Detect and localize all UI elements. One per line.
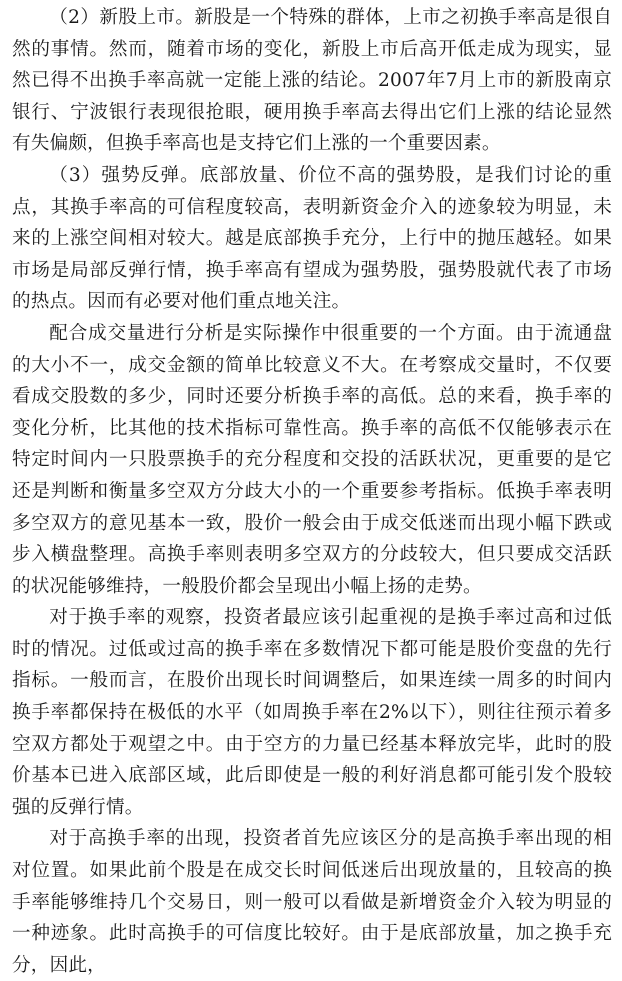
paragraph-high-turnover: 对于高换手率的出现，投资者首先应该区分的是高换手率出现的相对位置。如果此前个股是在成交长时间低迷后出现放量的，且较高的换手率能够维持几个交易日，则一般可以看做是新增资金介入较为明显的一种迹象。此时高换手的可信度比较好。由于是底部放量，加之换手充分，因此，	[12, 828, 612, 976]
paragraph-new-stock-listing: （2）新股上市。新股是一个特殊的群体，上市之初换手率高是很自然的事情。然而，随着市场的变化，新股上市后高开低走成为现实，显然已得不出换手率高就一定能上涨的结论。2007年7月上市的新股南京银行、宁波银行表现很抢眼，硬用换手率高去得出它们上涨的结论显然有失偏颇，但换手率高也是支持它们上涨的一个重要因素。	[12, 7, 612, 155]
paragraph-strong-rebound: （3）强势反弹。底部放量、价位不高的强势股，是我们讨论的重点，其换手率高的可信程度较高，表明新资金介入的迹象较为明显，未来的上涨空间相对较大。越是底部换手充分，上行中的抛压越轻。如果市场是局部反弹行情，换手率高有望成为强势股，强势股就代表了市场的热点。因而有必要对他们重点地关注。	[12, 164, 612, 313]
paragraph-turnover-observation: 对于换手率的观察，投资者最应该引起重视的是换手率过高和过低时的情况。过低或过高的换手率在多数情况下都可能是股价变盘的先行指标。一般而言，在股价出现长时间调整后，如果连续一周多的时间内换手率都保持在极低的水平（如周换手率在2%以下），则往往预示着多空双方都处于观望之中。由于空方的力量已经基本释放完毕，此时的股价基本已进入底部区域，此后即使是一般的利好消息都可能引发个股较强的反弹行情。	[12, 607, 612, 818]
paragraph-volume-analysis: 配合成交量进行分析是实际操作中很重要的一个方面。由于流通盘的大小不一，成交金额的简单比较意义不大。在考察成交量时，不仅要看成交股数的多少，同时还要分析换手率的高低。总的来看，换手率的变化分析，比其他的技术指标可靠性高。换手率的高低不仅能够表示在特定时间内一只股票换手的充分程度和交投的活跃状况，更重要的是它还是判断和衡量多空双方分歧大小的一个重要参考指标。低换手率表明多空双方的意见基本一致，股价一般会由于成交低迷而出现小幅下跌或步入横盘整理。高换手率则表明多空双方的分歧较大，但只要成交活跃的状况能够维持，一般股价都会呈现出小幅上扬的走势。	[12, 322, 612, 597]
